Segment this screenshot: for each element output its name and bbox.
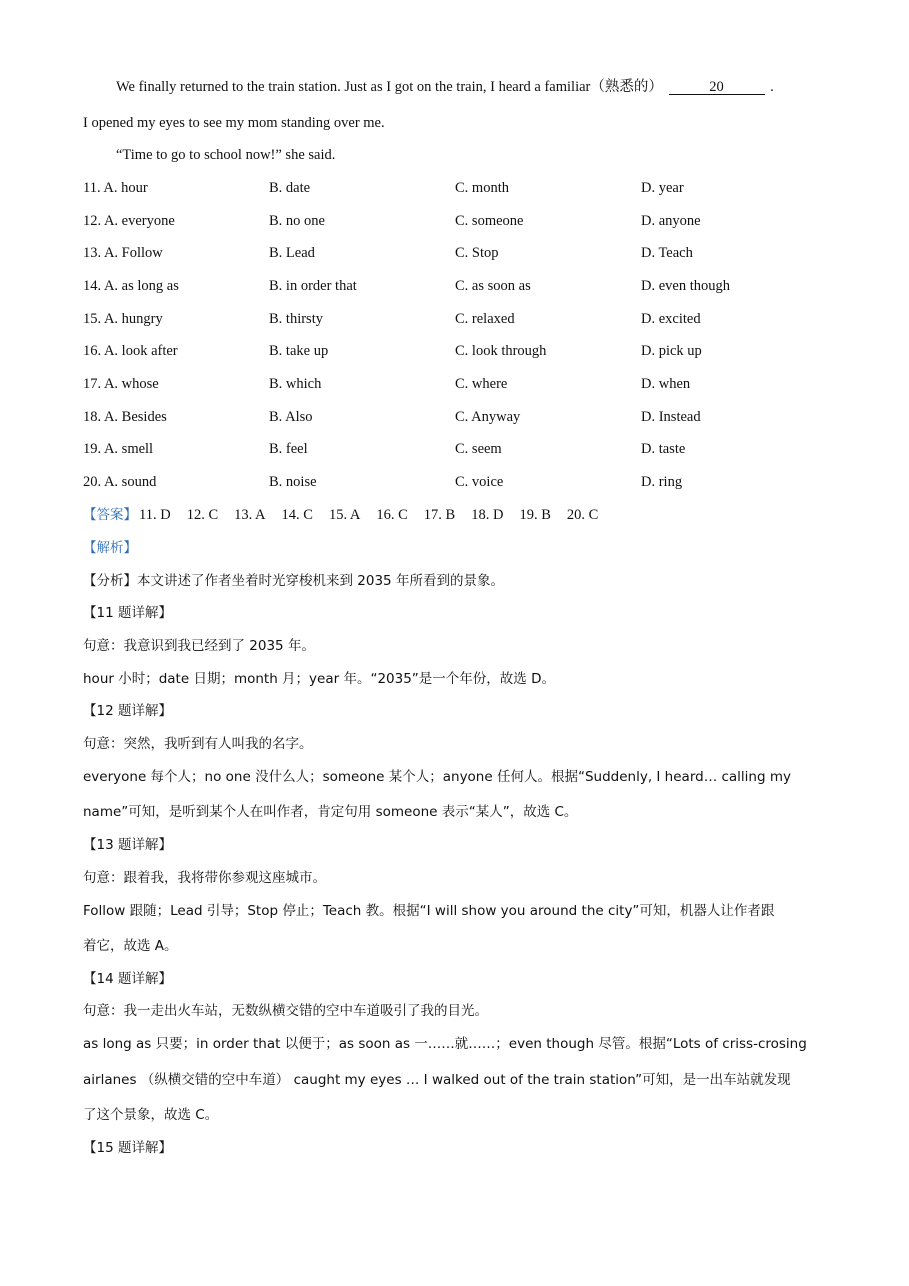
option-c: C. Stop [455, 245, 499, 261]
option-row-11 [83, 179, 843, 197]
option-b: B. which [269, 376, 322, 392]
q14-meaning: 句意：我一走出火车站，无数纵横交错的空中车道吸引了我的目光。 [83, 1003, 488, 1019]
option-row-17 [83, 375, 843, 393]
option-row-20 [83, 473, 843, 491]
option-c: C. relaxed [455, 311, 515, 327]
q12-text-1: everyone 每个人；no one 没什么人；someone 某个人；anyone 任何人。根据“Suddenly, I heard… calling my [83, 769, 791, 785]
blank-20: 20 [669, 80, 765, 95]
option-a: 12. A. everyone [83, 213, 175, 229]
passage-line-2: I opened my eyes to see my mom standing over me. [83, 115, 385, 131]
passage-line-1 [116, 78, 876, 96]
option-a: 18. A. Besides [83, 409, 167, 425]
option-d: D. anyone [641, 213, 701, 229]
option-b: B. date [269, 180, 311, 196]
option-c: C. look through [455, 343, 547, 359]
option-c: C. Anyway [455, 409, 521, 425]
q14-text-3: 了这个景象，故选 C。 [83, 1107, 219, 1123]
option-d: D. taste [641, 441, 686, 457]
q14-title: 【14 题详解】 [83, 971, 172, 987]
option-d: D. pick up [641, 343, 702, 359]
answer-item: 17. B [423, 507, 456, 523]
passage-end: . [770, 79, 774, 95]
answer-item: 11. D [139, 507, 171, 523]
q14-text-1: as long as 只要；in order that 以便于；as soon as 一……就……；even though 尽管。根据“Lots of criss-crosing [83, 1036, 807, 1052]
option-b: B. Also [269, 409, 313, 425]
passage-text: We finally returned to the train station. Just as I got on the train, I heard a familiar（熟悉的） [116, 79, 663, 95]
q14-text-2: airlanes （纵横交错的空中车道） caught my eyes … I walked out of the train station”可知，是一出车站就发现 [83, 1072, 791, 1088]
answer-label: 【答案】 [83, 507, 137, 523]
option-b: B. no one [269, 213, 325, 229]
answer-item: 12. C [186, 507, 219, 523]
answer-item: 14. C [281, 507, 313, 523]
option-row-13 [83, 244, 843, 262]
option-d: D. Teach [641, 245, 693, 261]
option-a: 17. A. whose [83, 376, 159, 392]
q11-title: 【11 题详解】 [83, 605, 172, 621]
option-a: 16. A. look after [83, 343, 178, 359]
answer-item: 16. C [376, 507, 408, 523]
answer-item: 20. C [566, 507, 599, 523]
option-d: D. year [641, 180, 684, 196]
option-a: 20. A. sound [83, 474, 157, 490]
option-b: B. take up [269, 343, 329, 359]
answer-item: 18. D [471, 507, 504, 523]
analysis-label: 【解析】 [83, 540, 137, 556]
option-a: 11. A. hour [83, 180, 148, 196]
q13-title: 【13 题详解】 [83, 837, 172, 853]
q15-title: 【15 题详解】 [83, 1140, 172, 1156]
option-c: C. as soon as [455, 278, 531, 294]
option-row-12 [83, 212, 843, 230]
q13-text-1: Follow 跟随；Lead 引导；Stop 停止；Teach 教。根据“I will show you around the city”可知，机器人让作者跟 [83, 903, 775, 919]
option-d: D. Instead [641, 409, 701, 425]
option-b: B. noise [269, 474, 317, 490]
answer-line [83, 506, 843, 524]
q13-text-2: 着它，故选 A。 [83, 938, 178, 954]
answer-item: 13. A [234, 507, 266, 523]
option-a: 19. A. smell [83, 441, 154, 457]
option-c: C. seem [455, 441, 502, 457]
summary: 【分析】本文讲述了作者坐着时光穿梭机来到 2035 年所看到的景象。 [83, 573, 504, 589]
option-a: 14. A. as long as [83, 278, 179, 294]
option-b: B. Lead [269, 245, 315, 261]
option-row-16 [83, 342, 843, 360]
option-row-19 [83, 440, 843, 458]
option-row-18 [83, 408, 843, 426]
q12-title: 【12 题详解】 [83, 703, 172, 719]
q12-meaning: 句意：突然，我听到有人叫我的名字。 [83, 736, 313, 752]
q12-text-2: name”可知，是听到某个人在叫作者，肯定句用 someone 表示“某人”，故选 C。 [83, 804, 578, 820]
option-b: B. thirsty [269, 311, 323, 327]
passage-line-3: “Time to go to school now!” she said. [116, 147, 336, 163]
option-c: C. month [455, 180, 509, 196]
q11-meaning: 句意：我意识到我已经到了 2035 年。 [83, 638, 315, 654]
option-b: B. feel [269, 441, 308, 457]
option-a: 15. A. hungry [83, 311, 163, 327]
option-d: D. excited [641, 311, 701, 327]
option-d: D. ring [641, 474, 683, 490]
option-row-15 [83, 310, 843, 328]
q13-meaning: 句意：跟着我，我将带你参观这座城市。 [83, 870, 326, 886]
option-c: C. voice [455, 474, 504, 490]
option-row-14 [83, 277, 843, 295]
option-a: 13. A. Follow [83, 245, 163, 261]
q11-text: hour 小时；date 日期；month 月；year 年。“2035”是一个年份，故选 D。 [83, 671, 555, 687]
answer-item: 19. B [519, 507, 551, 523]
option-c: C. where [455, 376, 508, 392]
option-d: D. when [641, 376, 691, 392]
answer-item: 15. A [328, 507, 361, 523]
option-d: D. even though [641, 278, 730, 294]
option-b: B. in order that [269, 278, 357, 294]
option-c: C. someone [455, 213, 524, 229]
